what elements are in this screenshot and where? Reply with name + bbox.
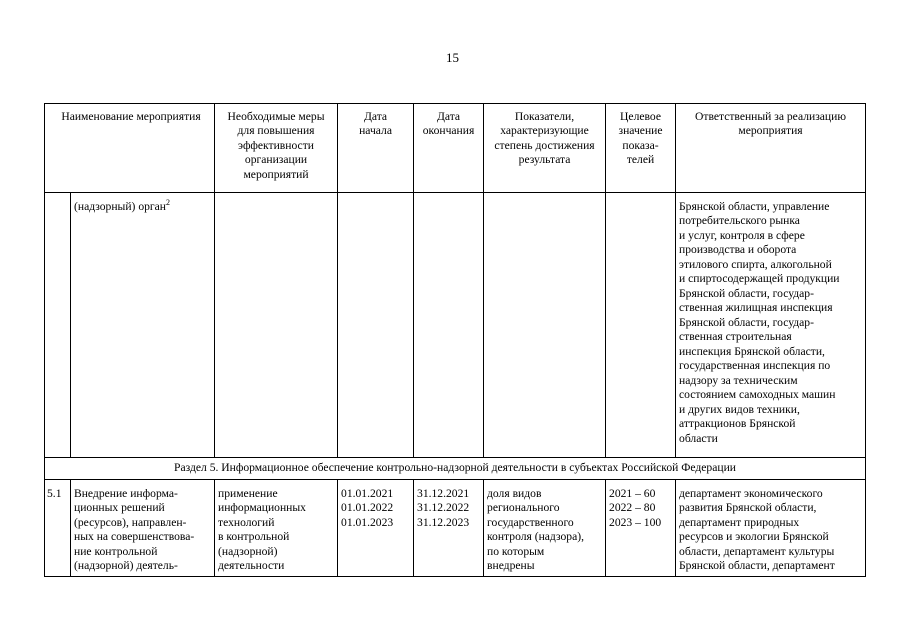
footnote-marker: 2	[166, 198, 171, 208]
continuation-responsible: Брянской области, управление потребительского рынка и услуг, контроля в сфере производства и оборота этилового спирта, алкогольной и спиртосодержащей продукции Брянской области, государ- ственная жилищная инспекция Брянской области, государ- ственная строительная инспекция Брянской области, государственная инспекция по надзору за техническим состоянием самоходных машин и других видов техники, аттракционов Брянской области	[676, 193, 866, 458]
row-start-dates: 01.01.2021 01.01.2022 01.01.2023	[338, 480, 414, 577]
row-measures: применение информационных технологий в контрольной (надзорной) деятельности	[215, 480, 338, 577]
header-indicators: Показатели, характеризующие степень достижения результата	[484, 104, 606, 193]
cell-indicators-empty	[484, 193, 606, 458]
section-title: Раздел 5. Информационное обеспечение контрольно-надзорной деятельности в субъектах Российской Федерации	[45, 458, 866, 480]
cell-measures-empty	[215, 193, 338, 458]
cell-end-empty	[414, 193, 484, 458]
row-responsible: департамент экономического развития Брянской области, департамент природных ресурсов и экологии Брянской области, департамент культуры Брянской области, департамент	[676, 480, 866, 577]
activities-table	[44, 103, 866, 577]
header-measures: Необходимые меры для повышения эффективности организации мероприятий	[215, 104, 338, 193]
cell-name	[71, 193, 215, 458]
cell-number-empty	[45, 193, 71, 458]
row-name: Внедрение информа- ционных решений (ресурсов), направлен- ных на совершенствова- ние контрольной (надзорной) деятель-	[71, 480, 215, 577]
continuation-name: (надзорный) орган	[74, 200, 167, 213]
section-row	[45, 458, 866, 480]
row-target-values: 2021 – 60 2022 – 80 2023 – 100	[606, 480, 676, 577]
header-responsible: Ответственный за реализацию мероприятия	[676, 104, 866, 193]
table-row-5-1	[45, 480, 866, 577]
row-indicators: доля видов регионального государственного контроля (надзора), по которым внедрены	[484, 480, 606, 577]
header-start-date: Дата начала	[338, 104, 414, 193]
table-header-row	[45, 104, 866, 193]
row-end-dates: 31.12.2021 31.12.2022 31.12.2023	[414, 480, 484, 577]
cell-start-empty	[338, 193, 414, 458]
table-row-continuation	[45, 193, 866, 458]
page-number: 15	[446, 50, 459, 65]
cell-target-empty	[606, 193, 676, 458]
row-number: 5.1	[45, 480, 71, 577]
header-end-date: Дата окончания	[414, 104, 484, 193]
header-target-value: Целевое значение показа- телей	[606, 104, 676, 193]
header-name: Наименование мероприятия	[45, 104, 215, 193]
